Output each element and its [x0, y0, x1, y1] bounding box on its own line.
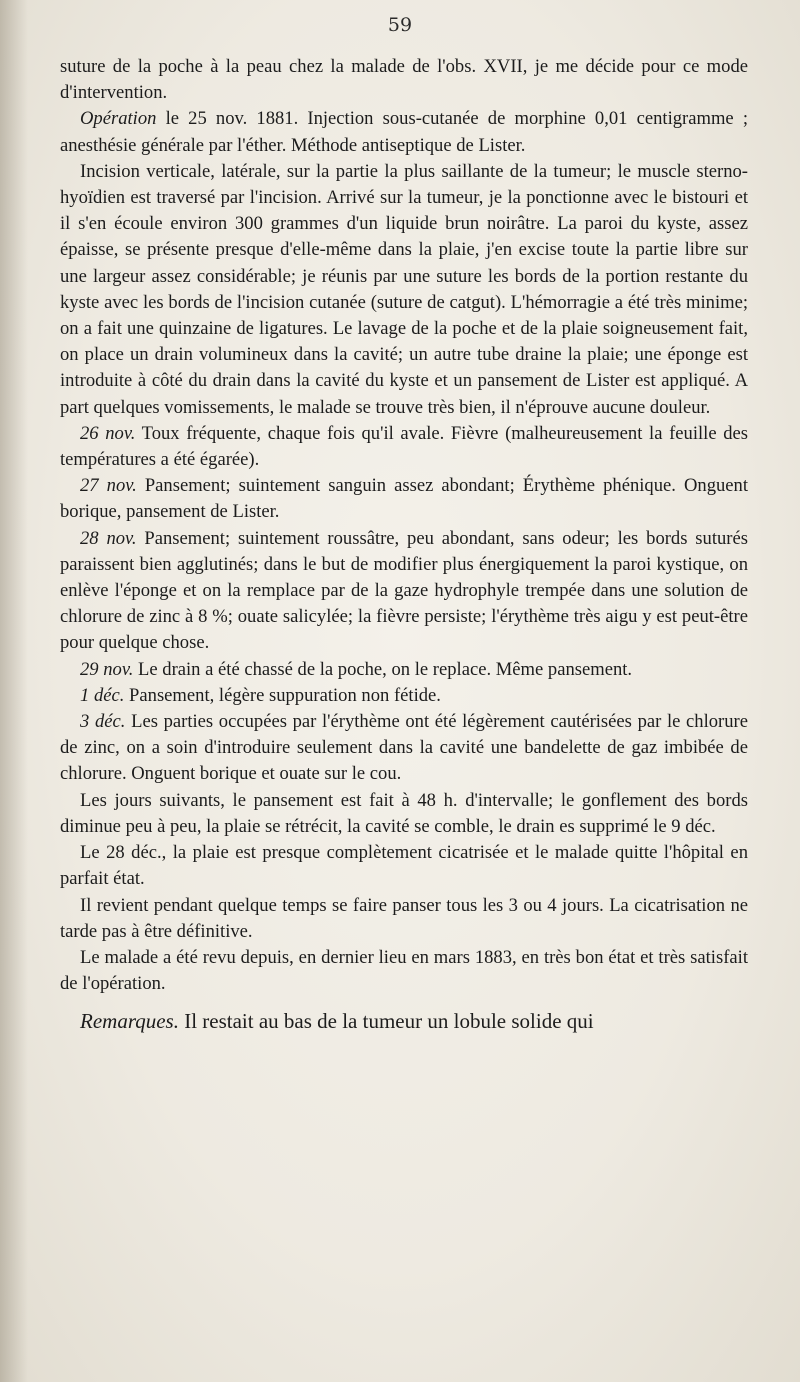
page-edge-shadow [0, 0, 28, 1382]
paragraph-text: Pansement; suintement sanguin assez abondant; Érythème phénique. Onguent borique, pansement de Lister. [60, 475, 749, 523]
paragraph-text: Toux fréquente, chaque fois qu'il avale. Fièvre (malheureusement la feuille des températures a été égarée). [60, 422, 748, 471]
paragraph [60, 657, 748, 683]
paragraph [60, 421, 748, 473]
paragraph-text: Il revient pendant quelque temps se faire panser tous les 3 ou 4 jours. La cicatrisation ne tarde pas à être définitive. [60, 894, 748, 942]
paragraph-lead: 27 nov. [80, 475, 137, 497]
paragraph-text: Les jours suivants, le pansement est fait à 48 h. d'intervalle; le gonflement des bords diminue peu à peu, la plaie se rétrécit, la cavité se comble, le drain es supprimé le 9 déc. [60, 789, 748, 837]
paragraph-text: Les parties occupées par l'érythème ont été légèrement cautérisées par le chlorure de zinc, on a soin d'introduire seulement dans la cavité une bandelette de gaz imbibée de chlorure. Onguent borique et ouate sur le cou. [60, 711, 748, 785]
paragraph [60, 709, 748, 788]
remarks-lead: Remarques. [80, 1009, 179, 1034]
paragraph-lead: 29 nov. [80, 658, 134, 680]
paragraph-lead: 3 déc. [80, 711, 126, 733]
remarks-paragraph [60, 1007, 748, 1035]
remarks-text: Il restait au bas de la tumeur un lobule solide qui [178, 1009, 594, 1034]
paragraph [60, 106, 748, 158]
paragraph [60, 893, 748, 945]
paragraph-lead: 1 déc. [80, 684, 125, 706]
paragraph [60, 526, 748, 657]
paragraph-text: Incision verticale, latérale, sur la partie la plus saillante de la tumeur; le muscle sterno-hyoïdien est traversé par l'incision. Arrivé sur la tumeur, je la ponctionne avec le bistouri et il s'en écoule environ 300 grammes d'un liquide brun noirâtre. La paroi du kyste, assez épaisse, se présente presque d'elle-même dans la plaie, j'en excise toute la partie libre sur une largeur assez considérable; je réunis par une suture les bords de la portion restante du kyste avec les bords de l'incision cutanée (suture de catgut). L'hémorragie a été très minime; on a fait une quinzaine de ligatures. Le lavage de la poche et de la plaie soigneusement fait, on place un drain volumineux dans la cavité; un autre tube draine la plaie; une éponge est introduite à côté du drain dans la cavité du kyste et un pansement de Lister est appliqué. A part quelques vomissements, le malade se trouve très bien, il n'éprouve aucune douleur. [60, 160, 748, 418]
page-number: 59 [387, 14, 413, 36]
paragraph-text: Le drain a été chassé de la poche, on le replace. Même pansement. [133, 658, 633, 680]
paragraph-text: Pansement; suintement roussâtre, peu abondant, sans odeur; les bords suturés paraissent bien agglutinés; dans le but de modifier plus énergiquement la paroi kystique, on enlève l'éponge et on la remplace par de la gaze hydrophyle trempée dans une solution de chlorure de zinc à 8 %; ouate salicylée; la fièvre persiste; l'érythème très aigu y est peut-être pour quelque chose. [60, 527, 748, 654]
paragraph-lead: 26 nov. [80, 422, 136, 444]
paragraph-text: le 25 nov. 1881. Injection sous-cutanée de morphine 0,01 centigramme ; anesthésie générale par l'éther. Méthode antiseptique de Lister. [60, 108, 748, 156]
body-text [60, 54, 748, 1035]
paragraph-text: Pansement, légère suppuration non fétide. [124, 684, 441, 706]
paragraph [60, 840, 748, 892]
paragraph-text: Le malade a été revu depuis, en dernier lieu en mars 1883, en très bon état et très satisfait de l'opération. [60, 946, 748, 995]
paragraph-text: suture de la poche à la peau chez la malade de l'obs. XVII, je me décide pour ce mode d'intervention. [60, 56, 748, 104]
paragraph [60, 945, 748, 997]
paragraph [60, 788, 748, 840]
paragraph-lead: 28 nov. [80, 527, 137, 549]
paragraph-lead: Opération [80, 108, 157, 130]
paragraph [60, 159, 748, 421]
paragraph-text: Le 28 déc., la plaie est presque complètement cicatrisée et le malade quitte l'hôpital en parfait état. [60, 842, 748, 890]
paragraph [60, 473, 748, 525]
paragraph [60, 683, 748, 709]
paragraph [60, 54, 748, 106]
